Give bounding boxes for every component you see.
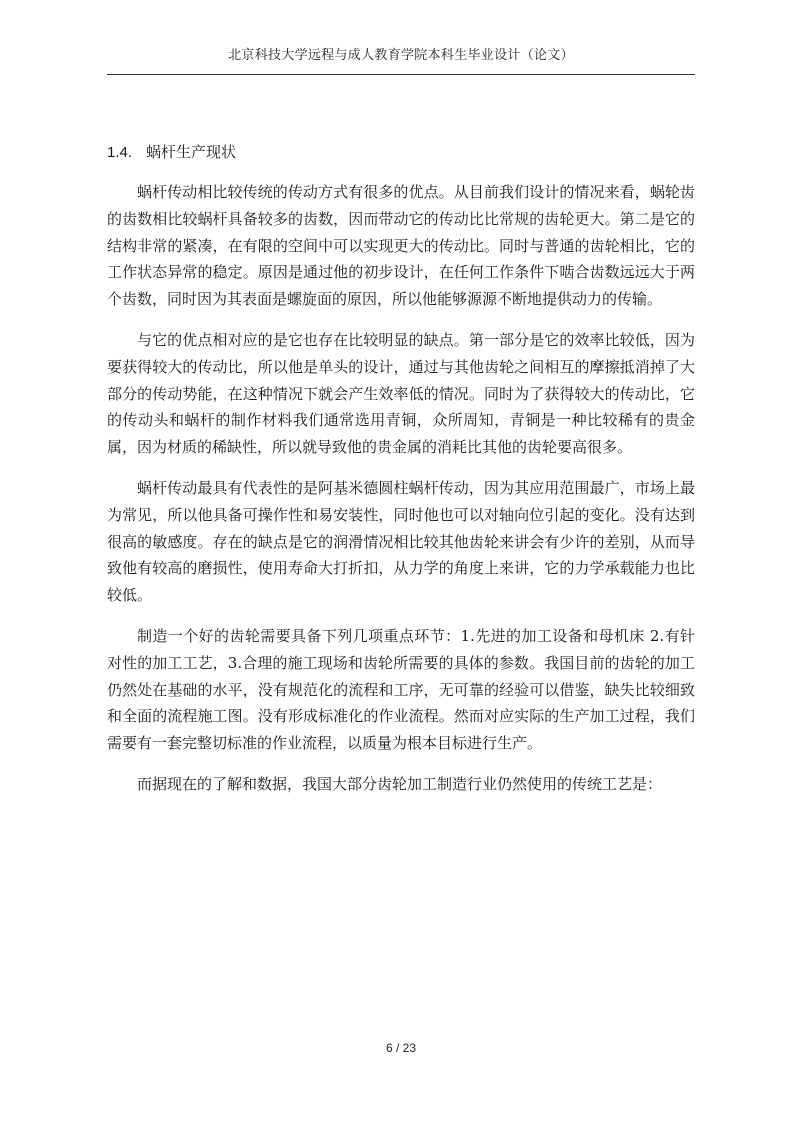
body-text xyxy=(107,179,695,812)
section-heading xyxy=(107,141,236,164)
page-number: 6 / 23 xyxy=(385,1041,417,1055)
section-number: 1.4. xyxy=(107,144,133,161)
section-title: 蜗杆生产现状 xyxy=(146,143,237,161)
page-header: 北京科技大学远程与成人教育学院本科生毕业设计（论文） xyxy=(228,48,574,63)
paragraph-3: 蜗杆传动最具有代表性的是阿基米德圆柱蜗杆传动，因为其应用范围最广，市场上最为常见，所以他具备可操作性和易安装性，同时他也可以对轴向位引起的变化。没有达到很高的敏感度。存在的缺点是它的润滑情况相比较其他齿轮来讲会有少许的差别，从而导致他有较高的磨损性，使用寿命大打折扣，从力学的角度上来讲，它的力学承载能力也比较低。 xyxy=(107,478,695,605)
header-divider xyxy=(107,74,695,75)
paragraph-5: 而据现在的了解和数据，我国大部分齿轮加工制造行业仍然使用的传统工艺是： xyxy=(137,774,663,793)
paragraph-2: 与它的优点相对应的是它也存在比较明显的缺点。第一部分是它的效率比较低，因为要获得较大的传动比，所以他是单头的设计，通过与其他齿轮之间相互的摩擦抵消掉了大部分的传动势能，在这种情况下就会产生效率低的情况。同时为了获得较大的传动比，它的传动头和蜗杆的制作材料我们通常选用青铜，众所周知，青铜是一种比较稀有的贵金属，因为材质的稀缺性，所以就导致他的贵金属的消耗比其他的齿轮要高很多。 xyxy=(107,330,695,457)
paragraph-4: 制造一个好的齿轮需要具备下列几项重点环节：1.先进的加工设备和母机床 2.有针对性的加工工艺，3.合理的施工现场和齿轮所需要的具体的参数。我国目前的齿轮的加工仍然处在基础的水平，没有规范化的流程和工序，无可靠的经验可以借鉴，缺失比较细致和全面的流程施工图。没有形成标准化的作业流程。然而对应实际的生产加工过程，我们需要有一套完整切标准的作业流程，以质量为根本目标进行生产。 xyxy=(107,626,695,753)
paragraph-1: 蜗杆传动相比较传统的传动方式有很多的优点。从目前我们设计的情况来看，蜗轮齿的齿数相比较蜗杆具备较多的齿数，因而带动它的传动比比常规的齿轮更大。第二是它的结构非常的紧凑，在有限的空间中可以实现更大的传动比。同时与普通的齿轮相比，它的工作状态异常的稳定。原因是通过他的初步设计，在任何工作条件下啮合齿数远远大于两个齿数，同时因为其表面是螺旋面的原因，所以他能够源源不断地提供动力的传输。 xyxy=(107,183,695,309)
